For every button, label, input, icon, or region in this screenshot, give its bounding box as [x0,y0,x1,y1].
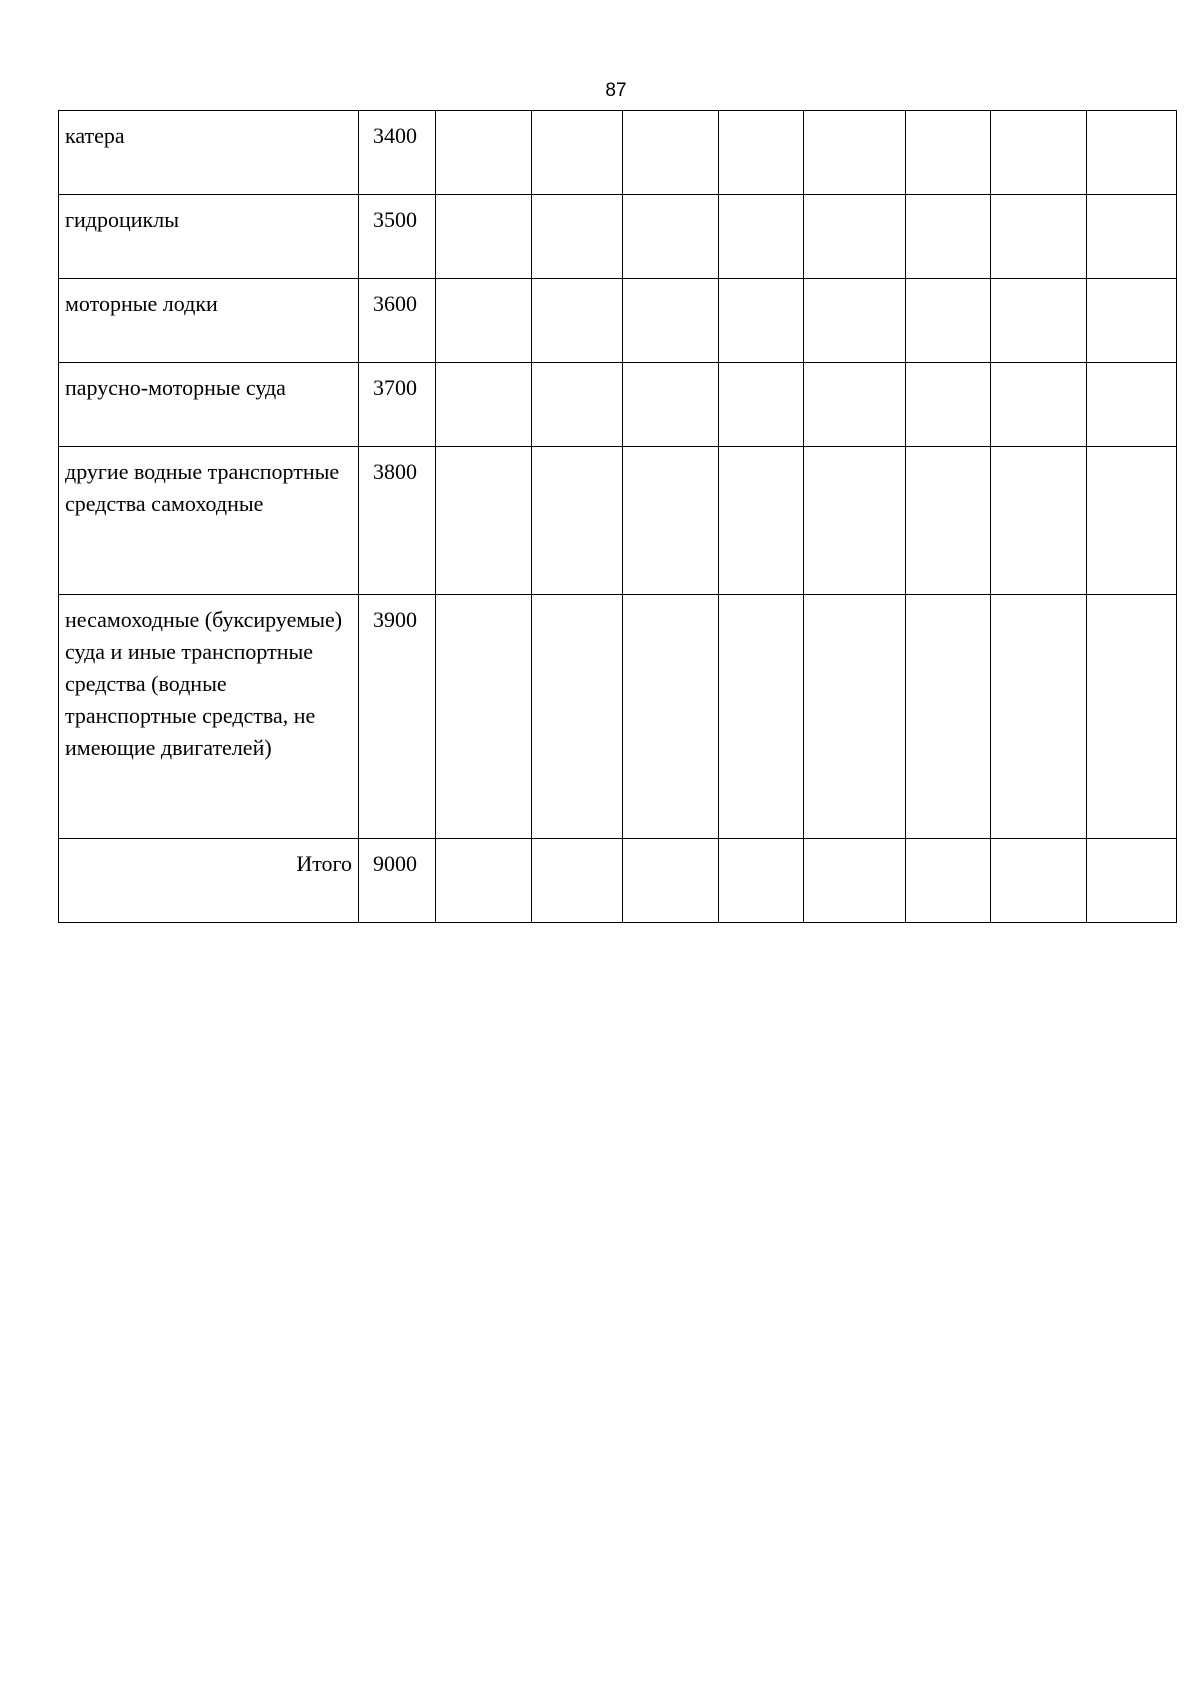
empty-cell [804,279,906,363]
empty-cell [804,447,906,595]
empty-cell [991,595,1087,839]
empty-cell [1087,111,1177,195]
row-code: 3500 [359,195,436,279]
empty-cell [804,363,906,447]
empty-cell [906,447,991,595]
empty-cell [436,279,532,363]
total-code: 9000 [359,839,436,923]
table-row [59,279,1177,363]
empty-cell [1087,447,1177,595]
empty-cell [719,111,804,195]
empty-cell [1087,195,1177,279]
row-code: 3800 [359,447,436,595]
empty-cell [532,111,623,195]
page-number: 87 [605,80,627,101]
row-label: парусно-моторные суда [59,363,359,447]
empty-cell [804,111,906,195]
empty-cell [719,839,804,923]
empty-cell [436,595,532,839]
row-label: гидроциклы [59,195,359,279]
empty-cell [623,839,719,923]
empty-cell [804,195,906,279]
table-row [59,595,1177,839]
empty-cell [623,447,719,595]
table-row [59,111,1177,195]
empty-cell [991,447,1087,595]
table-row [59,447,1177,595]
total-label: Итого [59,839,359,923]
data-table [58,110,1177,923]
row-code: 3400 [359,111,436,195]
empty-cell [532,363,623,447]
empty-cell [1087,363,1177,447]
empty-cell [1087,839,1177,923]
empty-cell [623,111,719,195]
row-label: моторные лодки [59,279,359,363]
empty-cell [719,363,804,447]
empty-cell [804,595,906,839]
empty-cell [906,595,991,839]
empty-cell [991,839,1087,923]
empty-cell [532,595,623,839]
empty-cell [719,447,804,595]
empty-cell [991,111,1087,195]
empty-cell [719,195,804,279]
empty-cell [532,839,623,923]
row-code: 3700 [359,363,436,447]
empty-cell [532,447,623,595]
empty-cell [906,839,991,923]
empty-cell [906,195,991,279]
row-code: 3600 [359,279,436,363]
empty-cell [436,195,532,279]
empty-cell [623,195,719,279]
empty-cell [436,363,532,447]
row-code: 3900 [359,595,436,839]
empty-cell [906,279,991,363]
table-row [59,363,1177,447]
empty-cell [804,839,906,923]
empty-cell [623,595,719,839]
empty-cell [991,363,1087,447]
empty-cell [623,363,719,447]
empty-cell [906,111,991,195]
empty-cell [532,279,623,363]
empty-cell [436,447,532,595]
empty-cell [991,195,1087,279]
table-row [59,195,1177,279]
total-row [59,839,1177,923]
empty-cell [436,111,532,195]
empty-cell [1087,595,1177,839]
empty-cell [719,279,804,363]
empty-cell [623,279,719,363]
empty-cell [991,279,1087,363]
row-label: несамоходные (буксируемые) суда и иные транспортные средства (водные транспортные средства, не имеющие двигателей) [59,595,359,839]
empty-cell [719,595,804,839]
row-label: другие водные транспортные средства самоходные [59,447,359,595]
empty-cell [532,195,623,279]
empty-cell [1087,279,1177,363]
row-label: катера [59,111,359,195]
empty-cell [906,363,991,447]
empty-cell [436,839,532,923]
